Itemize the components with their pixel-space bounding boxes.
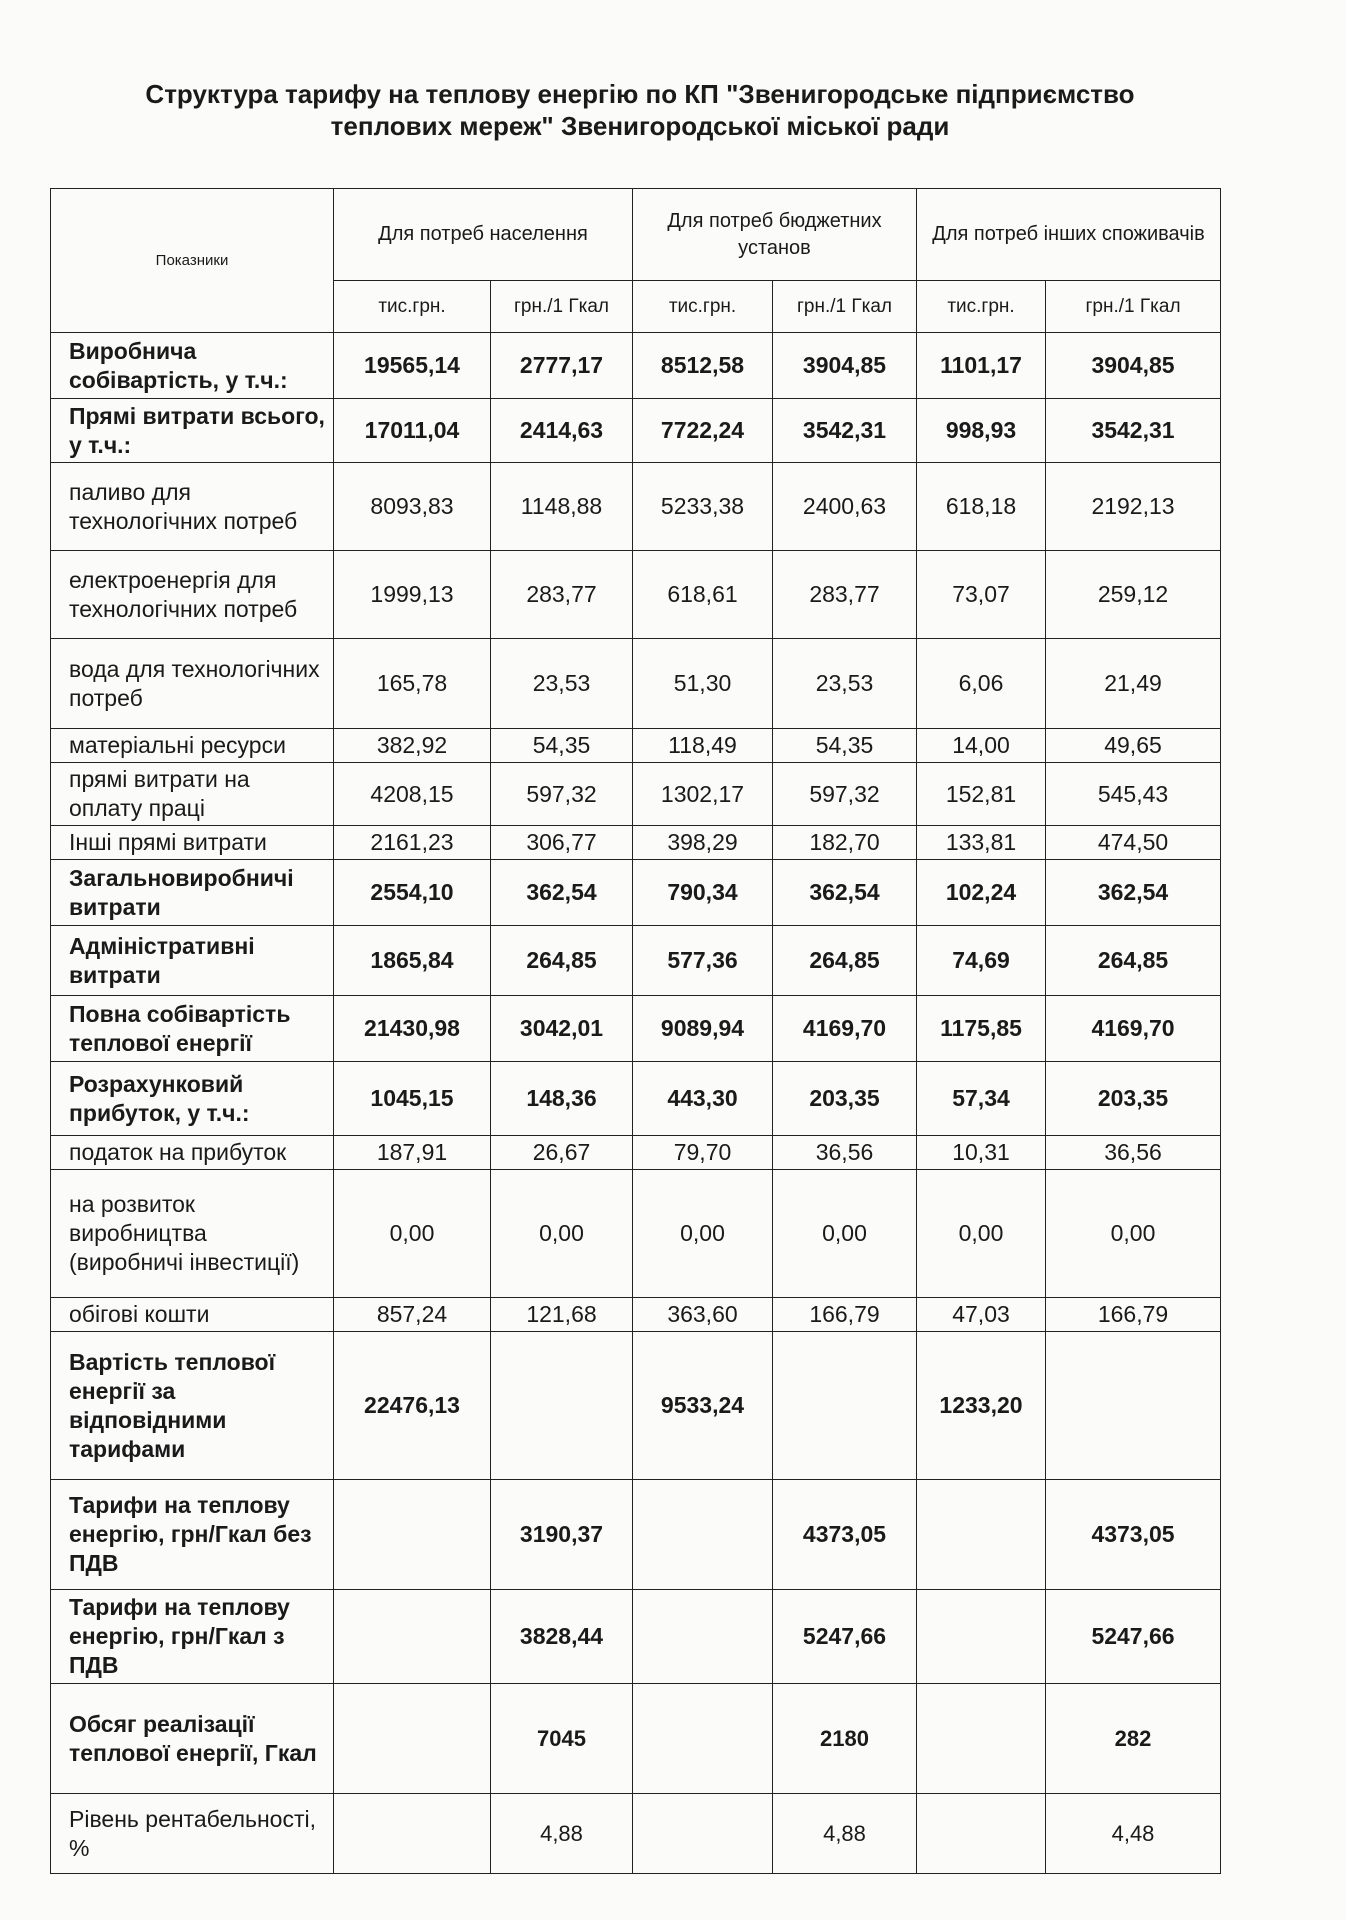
value-cell: 3904,85 [1046, 333, 1221, 399]
row-label: Обсяг реалізації теплової енергії, Гкал [51, 1684, 334, 1794]
value-cell: 4,88 [491, 1794, 633, 1874]
row-label: електроенергія для технологічних потреб [51, 551, 334, 639]
value-cell: 577,36 [633, 926, 773, 996]
value-cell: 264,85 [1046, 926, 1221, 996]
table-row [51, 1170, 1221, 1298]
unit-header: тис.грн. [633, 281, 773, 333]
value-cell [334, 1684, 491, 1794]
value-cell: 23,53 [491, 639, 633, 729]
value-cell: 14,00 [917, 729, 1046, 763]
row-label: Адміністративні витрати [51, 926, 334, 996]
value-cell: 3190,37 [491, 1480, 633, 1590]
value-cell: 182,70 [773, 826, 917, 860]
table-row [51, 926, 1221, 996]
value-cell: 3042,01 [491, 996, 633, 1062]
value-cell [334, 1590, 491, 1684]
value-cell: 54,35 [491, 729, 633, 763]
value-cell: 4169,70 [1046, 996, 1221, 1062]
value-cell: 1233,20 [917, 1332, 1046, 1480]
value-cell: 857,24 [334, 1298, 491, 1332]
value-cell: 474,50 [1046, 826, 1221, 860]
value-cell: 259,12 [1046, 551, 1221, 639]
value-cell [917, 1480, 1046, 1590]
value-cell [633, 1794, 773, 1874]
table-row [51, 729, 1221, 763]
value-cell: 443,30 [633, 1062, 773, 1136]
value-cell: 148,36 [491, 1062, 633, 1136]
table-row [51, 763, 1221, 826]
value-cell: 790,34 [633, 860, 773, 926]
value-cell: 187,91 [334, 1136, 491, 1170]
table-row [51, 996, 1221, 1062]
value-cell: 545,43 [1046, 763, 1221, 826]
value-cell: 283,77 [773, 551, 917, 639]
value-cell: 618,61 [633, 551, 773, 639]
tariff-structure-table [50, 188, 1221, 1874]
value-cell: 9089,94 [633, 996, 773, 1062]
row-label: Тарифи на теплову енергію, грн/Гкал без ПДВ [51, 1480, 334, 1590]
row-label: Виробнича собівартість, у т.ч.: [51, 333, 334, 399]
value-cell: 3904,85 [773, 333, 917, 399]
group-header-row [51, 189, 1221, 281]
unit-header: грн./1 Гкал [1046, 281, 1221, 333]
value-cell: 2400,63 [773, 463, 917, 551]
group-header-budget-institutions: Для потреб бюджетних установ [633, 189, 917, 281]
value-cell: 3542,31 [1046, 399, 1221, 463]
value-cell: 4373,05 [1046, 1480, 1221, 1590]
value-cell: 36,56 [773, 1136, 917, 1170]
row-label: Інші прямі витрати [51, 826, 334, 860]
value-cell: 5247,66 [773, 1590, 917, 1684]
value-cell: 0,00 [773, 1170, 917, 1298]
value-cell: 8512,58 [633, 333, 773, 399]
value-cell [917, 1590, 1046, 1684]
value-cell [917, 1684, 1046, 1794]
value-cell [1046, 1332, 1221, 1480]
value-cell: 306,77 [491, 826, 633, 860]
value-cell: 1999,13 [334, 551, 491, 639]
value-cell: 618,18 [917, 463, 1046, 551]
row-label: матеріальні ресурси [51, 729, 334, 763]
value-cell: 1045,15 [334, 1062, 491, 1136]
row-label: Загальновиробничі витрати [51, 860, 334, 926]
value-cell: 2161,23 [334, 826, 491, 860]
table-row [51, 551, 1221, 639]
value-cell: 102,24 [917, 860, 1046, 926]
value-cell: 0,00 [334, 1170, 491, 1298]
row-label: Тарифи на теплову енергію, грн/Гкал з ПДВ [51, 1590, 334, 1684]
table-row [51, 1590, 1221, 1684]
value-cell: 283,77 [491, 551, 633, 639]
value-cell: 19565,14 [334, 333, 491, 399]
table-row [51, 1332, 1221, 1480]
table-row [51, 399, 1221, 463]
value-cell [491, 1332, 633, 1480]
value-cell: 22476,13 [334, 1332, 491, 1480]
value-cell: 166,79 [773, 1298, 917, 1332]
unit-header: грн./1 Гкал [491, 281, 633, 333]
value-cell: 2777,17 [491, 333, 633, 399]
row-label: обігові кошти [51, 1298, 334, 1332]
value-cell: 4169,70 [773, 996, 917, 1062]
value-cell: 362,54 [1046, 860, 1221, 926]
value-cell: 47,03 [917, 1298, 1046, 1332]
value-cell: 0,00 [1046, 1170, 1221, 1298]
table-row [51, 1480, 1221, 1590]
table-row [51, 463, 1221, 551]
value-cell: 1101,17 [917, 333, 1046, 399]
group-header-other-consumers: Для потреб інших споживачів [917, 189, 1221, 281]
value-cell: 17011,04 [334, 399, 491, 463]
value-cell: 74,69 [917, 926, 1046, 996]
value-cell: 79,70 [633, 1136, 773, 1170]
row-label: Вартість теплової енергії за відповідними тарифами [51, 1332, 334, 1480]
value-cell: 9533,24 [633, 1332, 773, 1480]
value-cell: 21430,98 [334, 996, 491, 1062]
value-cell: 49,65 [1046, 729, 1221, 763]
value-cell: 23,53 [773, 639, 917, 729]
value-cell: 51,30 [633, 639, 773, 729]
row-label: Прямі витрати всього, у т.ч.: [51, 399, 334, 463]
value-cell: 998,93 [917, 399, 1046, 463]
value-cell [633, 1590, 773, 1684]
table-row [51, 1684, 1221, 1794]
table-row [51, 1062, 1221, 1136]
value-cell: 7722,24 [633, 399, 773, 463]
value-cell: 4373,05 [773, 1480, 917, 1590]
document-title [60, 78, 1220, 142]
value-cell: 5233,38 [633, 463, 773, 551]
group-header-population: Для потреб населення [334, 189, 633, 281]
row-label: паливо для технологічних потреб [51, 463, 334, 551]
row-label: Розрахунковий прибуток, у т.ч.: [51, 1062, 334, 1136]
value-cell: 2192,13 [1046, 463, 1221, 551]
row-label: вода для технологічних потреб [51, 639, 334, 729]
value-cell: 10,31 [917, 1136, 1046, 1170]
unit-header: тис.грн. [917, 281, 1046, 333]
value-cell: 382,92 [334, 729, 491, 763]
indicator-header: Показники [51, 189, 334, 333]
value-cell: 203,35 [1046, 1062, 1221, 1136]
value-cell: 0,00 [917, 1170, 1046, 1298]
value-cell: 1865,84 [334, 926, 491, 996]
value-cell: 2180 [773, 1684, 917, 1794]
value-cell: 152,81 [917, 763, 1046, 826]
value-cell [334, 1794, 491, 1874]
unit-header: тис.грн. [334, 281, 491, 333]
value-cell: 203,35 [773, 1062, 917, 1136]
value-cell: 26,67 [491, 1136, 633, 1170]
value-cell [633, 1684, 773, 1794]
value-cell [334, 1480, 491, 1590]
value-cell: 166,79 [1046, 1298, 1221, 1332]
value-cell [773, 1332, 917, 1480]
table-row [51, 333, 1221, 399]
value-cell: 5247,66 [1046, 1590, 1221, 1684]
value-cell: 363,60 [633, 1298, 773, 1332]
row-label: Повна собівартість теплової енергії [51, 996, 334, 1062]
unit-header: грн./1 Гкал [773, 281, 917, 333]
value-cell: 0,00 [633, 1170, 773, 1298]
value-cell: 0,00 [491, 1170, 633, 1298]
title-line-2: теплових мереж" Звенигородської міської ради [330, 111, 950, 141]
value-cell: 57,34 [917, 1062, 1046, 1136]
value-cell: 4,88 [773, 1794, 917, 1874]
value-cell: 165,78 [334, 639, 491, 729]
table-row [51, 1136, 1221, 1170]
value-cell: 1175,85 [917, 996, 1046, 1062]
table-row [51, 826, 1221, 860]
value-cell: 282 [1046, 1684, 1221, 1794]
value-cell: 3828,44 [491, 1590, 633, 1684]
value-cell: 73,07 [917, 551, 1046, 639]
value-cell: 21,49 [1046, 639, 1221, 729]
value-cell: 362,54 [773, 860, 917, 926]
value-cell: 6,06 [917, 639, 1046, 729]
value-cell: 3542,31 [773, 399, 917, 463]
value-cell: 597,32 [773, 763, 917, 826]
value-cell: 4208,15 [334, 763, 491, 826]
value-cell: 4,48 [1046, 1794, 1221, 1874]
value-cell: 597,32 [491, 763, 633, 826]
value-cell: 264,85 [773, 926, 917, 996]
value-cell: 398,29 [633, 826, 773, 860]
value-cell [917, 1794, 1046, 1874]
table-row [51, 1298, 1221, 1332]
value-cell [633, 1480, 773, 1590]
value-cell: 118,49 [633, 729, 773, 763]
row-label: податок на прибуток [51, 1136, 334, 1170]
row-label: на розвиток виробництва (виробничі інвестиції) [51, 1170, 334, 1298]
value-cell: 2414,63 [491, 399, 633, 463]
table-row [51, 860, 1221, 926]
value-cell: 2554,10 [334, 860, 491, 926]
value-cell: 121,68 [491, 1298, 633, 1332]
value-cell: 36,56 [1046, 1136, 1221, 1170]
value-cell: 8093,83 [334, 463, 491, 551]
row-label: прямі витрати на оплату праці [51, 763, 334, 826]
value-cell: 264,85 [491, 926, 633, 996]
value-cell: 133,81 [917, 826, 1046, 860]
value-cell: 1148,88 [491, 463, 633, 551]
value-cell: 54,35 [773, 729, 917, 763]
title-line-1: Структура тарифу на теплову енергію по КП "Звенигородське підприємство [145, 79, 1135, 109]
value-cell: 7045 [491, 1684, 633, 1794]
row-label: Рівень рентабельності, % [51, 1794, 334, 1874]
value-cell: 362,54 [491, 860, 633, 926]
table-row [51, 1794, 1221, 1874]
table-row [51, 639, 1221, 729]
value-cell: 1302,17 [633, 763, 773, 826]
